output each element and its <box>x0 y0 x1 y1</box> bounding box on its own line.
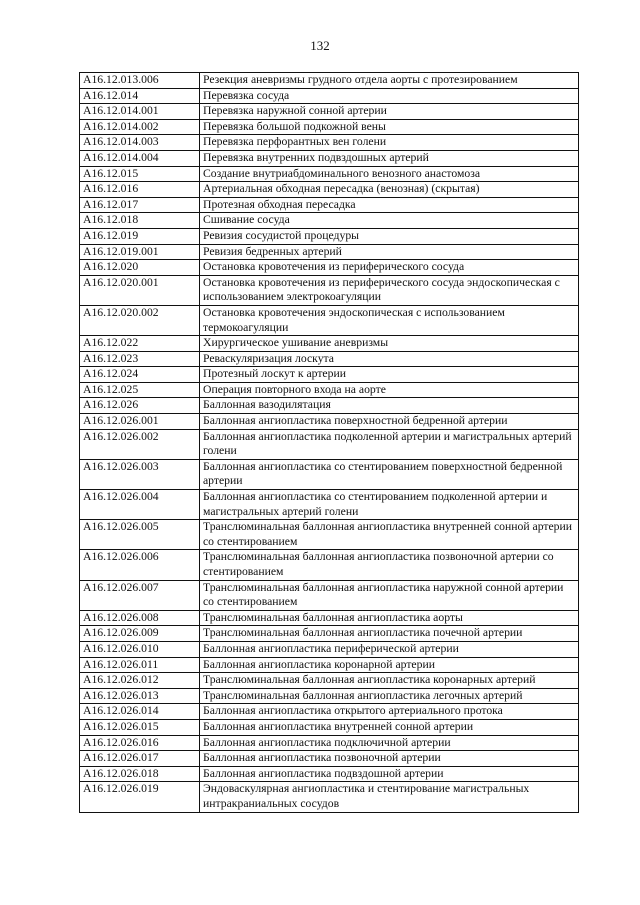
procedure-code: A16.12.013.006 <box>80 73 200 89</box>
procedure-code: A16.12.019 <box>80 228 200 244</box>
procedure-name: Перевязка большой подкожной вены <box>200 119 579 135</box>
procedure-name: Перевязка перфорантных вен голени <box>200 135 579 151</box>
procedure-name: Протезный лоскут к артерии <box>200 367 579 383</box>
procedure-code: A16.12.026.009 <box>80 626 200 642</box>
procedure-code: A16.12.018 <box>80 213 200 229</box>
procedure-name: Баллонная ангиопластика со стентированием подколенной артерии и магистральных артерий голени <box>200 490 579 520</box>
page-number: 132 <box>310 38 330 53</box>
procedure-name: Транслюминальная баллонная ангиопластика внутренней сонной артерии со стентированием <box>200 520 579 550</box>
table-row <box>80 459 579 489</box>
table-row <box>80 104 579 120</box>
procedure-code: A16.12.026.008 <box>80 610 200 626</box>
table-row <box>80 367 579 383</box>
table-row <box>80 751 579 767</box>
procedure-code: A16.12.020.001 <box>80 275 200 305</box>
procedure-code: A16.12.014.002 <box>80 119 200 135</box>
procedure-name: Создание внутриабдоминального венозного анастомоза <box>200 166 579 182</box>
procedure-code: A16.12.026.005 <box>80 520 200 550</box>
procedure-code: A16.12.026.016 <box>80 735 200 751</box>
procedure-name: Остановка кровотечения из периферического сосуда <box>200 260 579 276</box>
table-row <box>80 119 579 135</box>
procedure-name: Эндоваскулярная ангиопластика и стентирование магистральных интракраниальных сосудов <box>200 782 579 812</box>
procedure-code: A16.12.022 <box>80 336 200 352</box>
table-row <box>80 398 579 414</box>
table-row <box>80 550 579 580</box>
table-row <box>80 88 579 104</box>
table-row <box>80 382 579 398</box>
procedure-code: A16.12.026.018 <box>80 766 200 782</box>
procedure-name: Перевязка наружной сонной артерии <box>200 104 579 120</box>
procedure-name: Транслюминальная баллонная ангиопластика наружной сонной артерии со стентированием <box>200 580 579 610</box>
procedure-table-body <box>80 73 579 813</box>
table-row <box>80 782 579 812</box>
procedure-name: Баллонная ангиопластика подколенной артерии и магистральных артерий голени <box>200 429 579 459</box>
procedure-name: Хирургическое ушивание аневризмы <box>200 336 579 352</box>
procedure-code: A16.12.014.003 <box>80 135 200 151</box>
procedure-code: A16.12.026.017 <box>80 751 200 767</box>
table-row <box>80 228 579 244</box>
table-row <box>80 336 579 352</box>
procedure-code: A16.12.026.014 <box>80 704 200 720</box>
procedure-code: A16.12.016 <box>80 182 200 198</box>
procedure-code: A16.12.026.006 <box>80 550 200 580</box>
table-row <box>80 610 579 626</box>
procedure-code: A16.12.026.007 <box>80 580 200 610</box>
procedure-name: Транслюминальная баллонная ангиопластика коронарных артерий <box>200 673 579 689</box>
table-row <box>80 150 579 166</box>
table-row <box>80 429 579 459</box>
procedure-name: Протезная обходная пересадка <box>200 197 579 213</box>
procedure-name: Баллонная ангиопластика поверхностной бедренной артерии <box>200 414 579 430</box>
table-row <box>80 73 579 89</box>
procedure-name: Ревизия сосудистой процедуры <box>200 228 579 244</box>
procedure-name: Баллонная ангиопластика открытого артериального протока <box>200 704 579 720</box>
procedure-name: Остановка кровотечения эндоскопическая с использованием термокоагуляции <box>200 305 579 335</box>
procedure-name: Баллонная ангиопластика периферической артерии <box>200 641 579 657</box>
procedure-name: Ревизия бедренных артерий <box>200 244 579 260</box>
procedure-code: A16.12.026 <box>80 398 200 414</box>
table-row <box>80 719 579 735</box>
procedure-name: Транслюминальная баллонная ангиопластика легочных артерий <box>200 688 579 704</box>
table-row <box>80 351 579 367</box>
procedure-table <box>79 72 579 813</box>
table-row <box>80 626 579 642</box>
procedure-code: A16.12.020.002 <box>80 305 200 335</box>
table-row <box>80 490 579 520</box>
table-row <box>80 766 579 782</box>
table-row <box>80 641 579 657</box>
table-row <box>80 275 579 305</box>
table-row <box>80 673 579 689</box>
procedure-name: Баллонная ангиопластика со стентированием поверхностной бедренной артерии <box>200 459 579 489</box>
table-row <box>80 657 579 673</box>
procedure-code: A16.12.020 <box>80 260 200 276</box>
procedure-code: A16.12.014.001 <box>80 104 200 120</box>
procedure-name: Баллонная ангиопластика подвздошной артерии <box>200 766 579 782</box>
procedure-code: A16.12.023 <box>80 351 200 367</box>
procedure-name: Баллонная вазодилятация <box>200 398 579 414</box>
procedure-name: Операция повторного входа на аорте <box>200 382 579 398</box>
table-row <box>80 182 579 198</box>
procedure-code: A16.12.026.013 <box>80 688 200 704</box>
procedure-name: Баллонная ангиопластика подключичной артерии <box>200 735 579 751</box>
procedure-code: A16.12.025 <box>80 382 200 398</box>
table-row <box>80 260 579 276</box>
table-row <box>80 305 579 335</box>
procedure-name: Перевязка сосуда <box>200 88 579 104</box>
table-row <box>80 580 579 610</box>
procedure-code: A16.12.015 <box>80 166 200 182</box>
procedure-code: A16.12.026.019 <box>80 782 200 812</box>
procedure-code: A16.12.024 <box>80 367 200 383</box>
table-row <box>80 414 579 430</box>
procedure-name: Баллонная ангиопластика внутренней сонной артерии <box>200 719 579 735</box>
procedure-name: Перевязка внутренних подвздошных артерий <box>200 150 579 166</box>
table-row <box>80 166 579 182</box>
procedure-name: Транслюминальная баллонная ангиопластика почечной артерии <box>200 626 579 642</box>
table-row <box>80 135 579 151</box>
table-row <box>80 704 579 720</box>
procedure-code: A16.12.017 <box>80 197 200 213</box>
procedure-code: A16.12.026.011 <box>80 657 200 673</box>
procedure-name: Артериальная обходная пересадка (венозная) (скрытая) <box>200 182 579 198</box>
procedure-code: A16.12.026.015 <box>80 719 200 735</box>
procedure-code: A16.12.026.002 <box>80 429 200 459</box>
table-row <box>80 213 579 229</box>
procedure-code: A16.12.026.004 <box>80 490 200 520</box>
table-row <box>80 520 579 550</box>
procedure-code: A16.12.014.004 <box>80 150 200 166</box>
procedure-code: A16.12.026.010 <box>80 641 200 657</box>
procedure-name: Баллонная ангиопластика коронарной артерии <box>200 657 579 673</box>
procedure-code: A16.12.019.001 <box>80 244 200 260</box>
table-row <box>80 735 579 751</box>
procedure-name: Остановка кровотечения из периферического сосуда эндоскопическая с использованием электрокоагуляции <box>200 275 579 305</box>
procedure-name: Баллонная ангиопластика позвоночной артерии <box>200 751 579 767</box>
procedure-code: A16.12.026.001 <box>80 414 200 430</box>
procedure-code: A16.12.026.012 <box>80 673 200 689</box>
table-row <box>80 244 579 260</box>
procedure-name: Транслюминальная баллонная ангиопластика аорты <box>200 610 579 626</box>
procedure-code: A16.12.026.003 <box>80 459 200 489</box>
table-row <box>80 688 579 704</box>
procedure-name: Реваскуляризация лоскута <box>200 351 579 367</box>
table-row <box>80 197 579 213</box>
procedure-code: A16.12.014 <box>80 88 200 104</box>
procedure-name: Сшивание сосуда <box>200 213 579 229</box>
procedure-name: Транслюминальная баллонная ангиопластика позвоночной артерии со стентированием <box>200 550 579 580</box>
procedure-name: Резекция аневризмы грудного отдела аорты с протезированием <box>200 73 579 89</box>
